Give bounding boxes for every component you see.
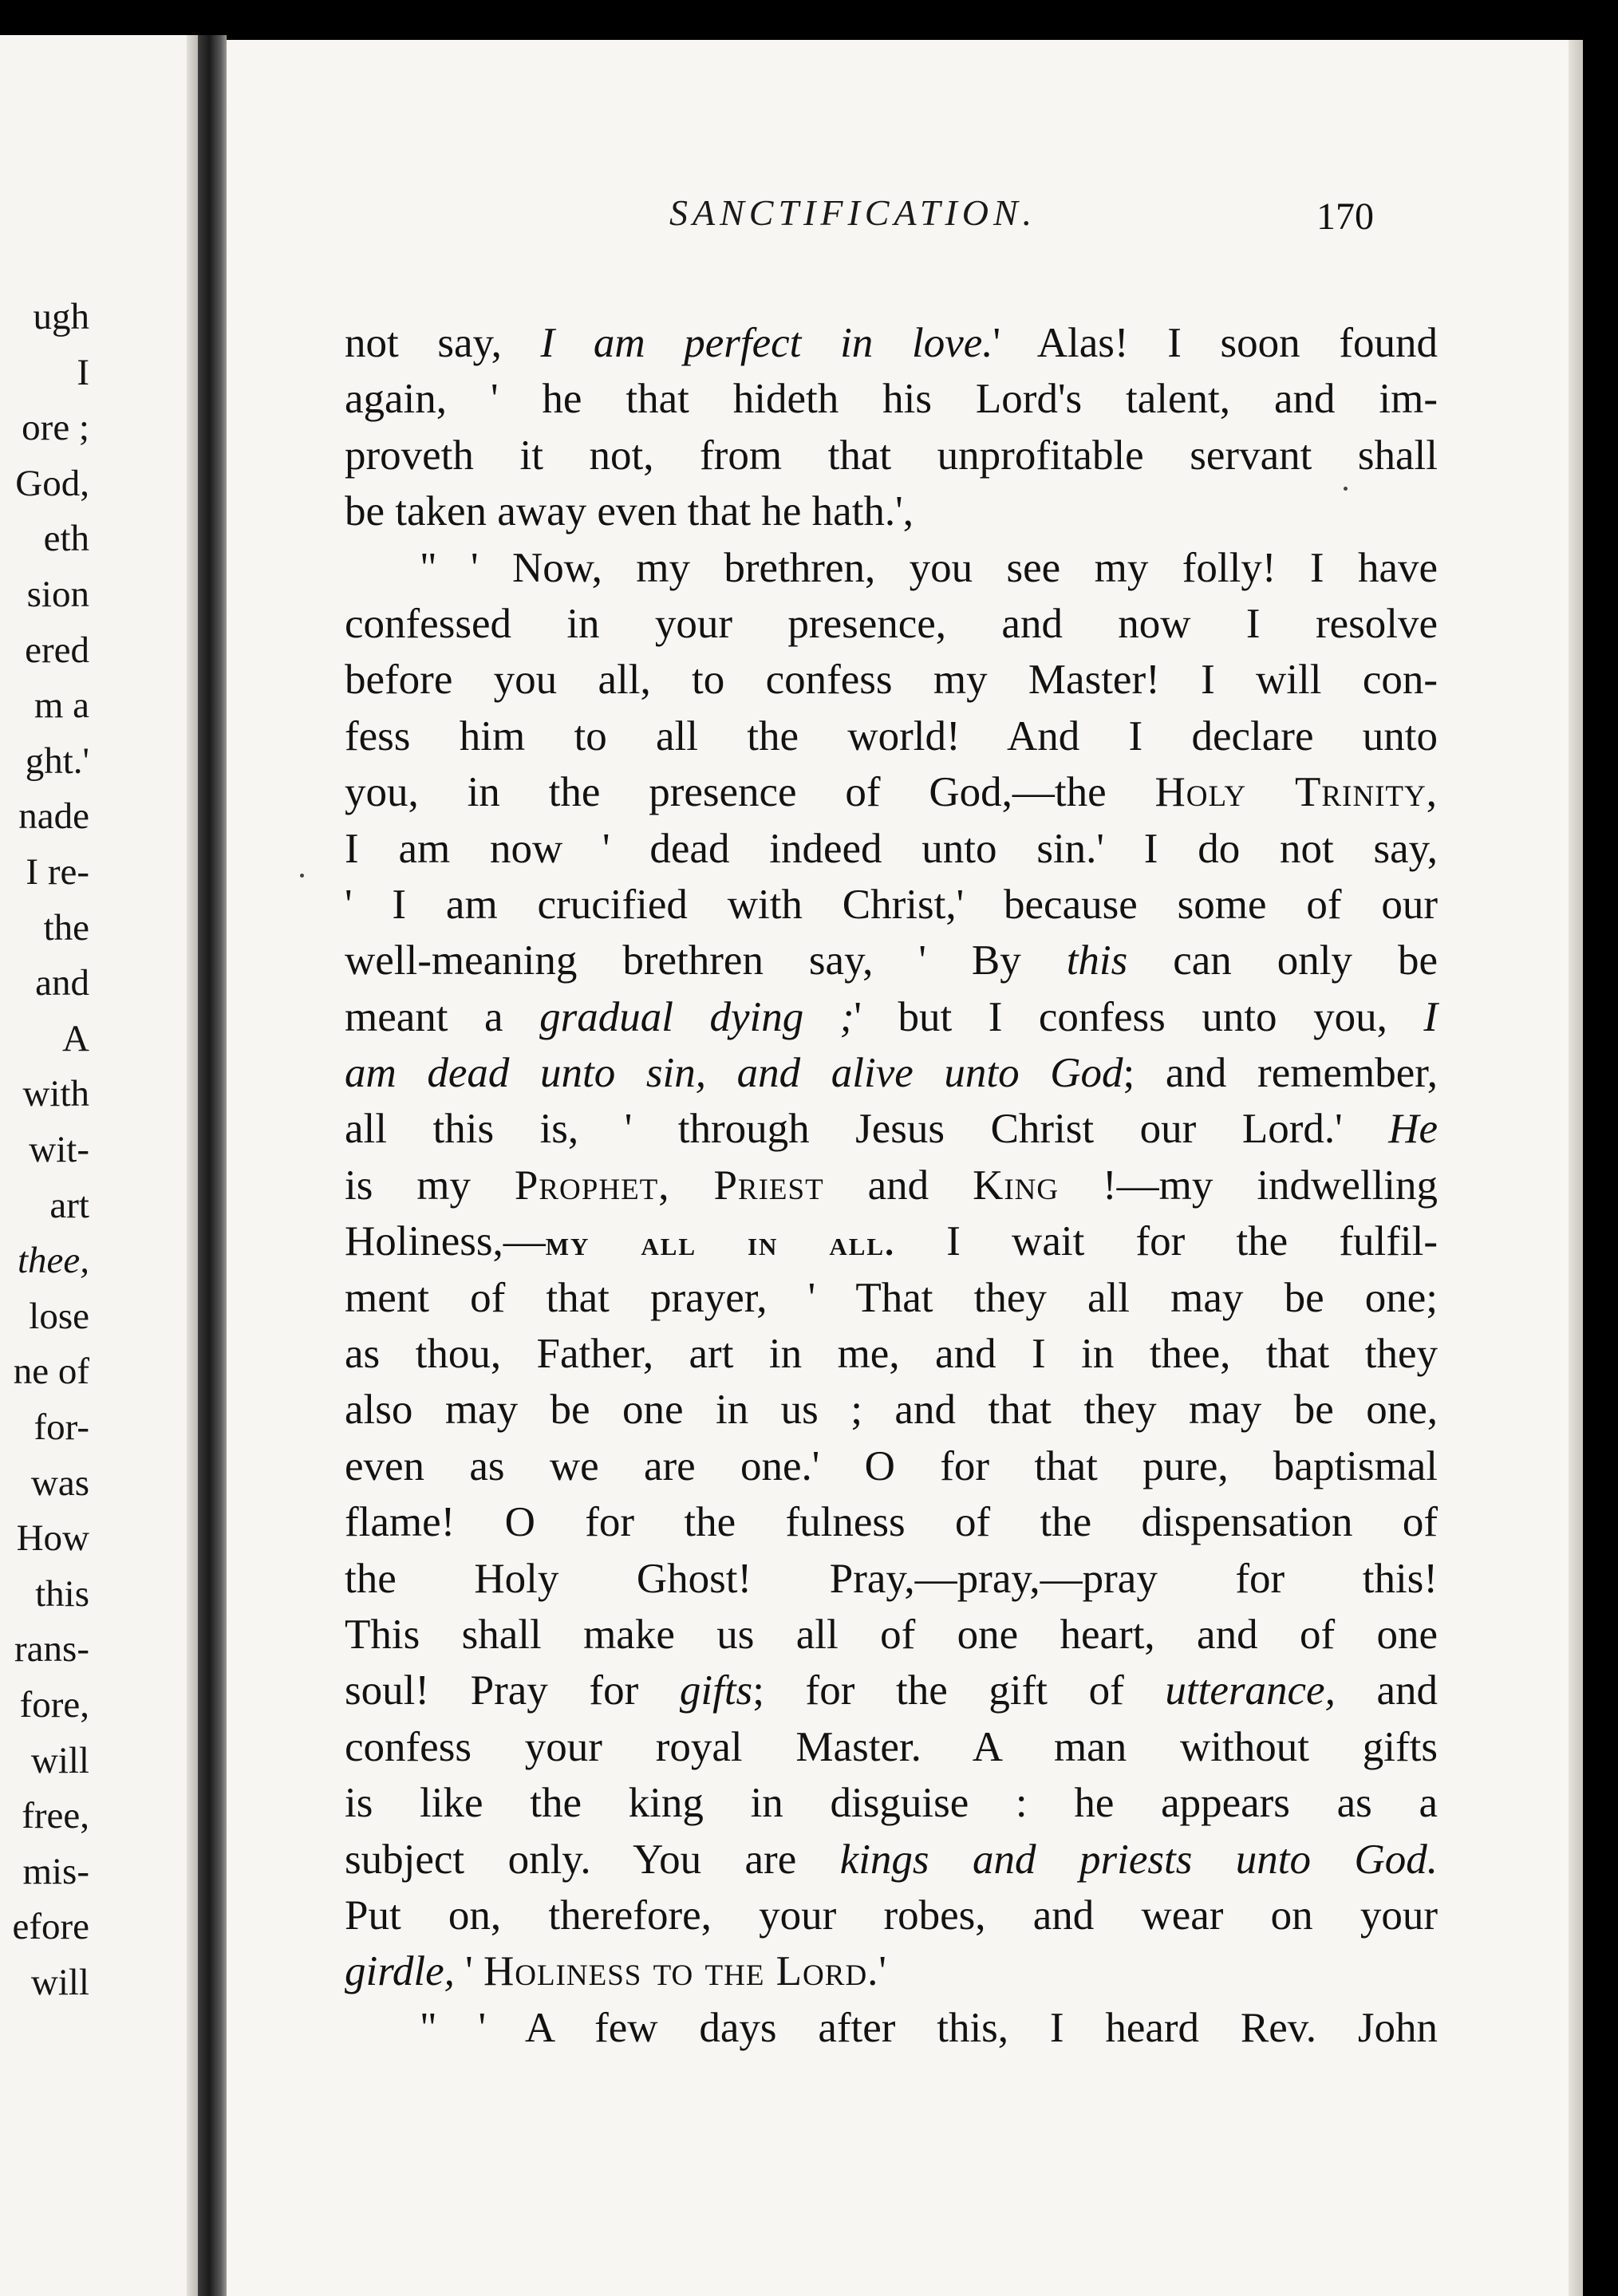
left-page-line-fragment: will — [30, 1962, 89, 2003]
text-run: I wait for the fulfil- — [895, 1218, 1438, 1265]
italic-text: utterance, — [1165, 1667, 1336, 1714]
italic-text: this — [1066, 937, 1128, 984]
text-run: well-meaning brethren say, ' By — [345, 937, 1067, 984]
text-run: as thou, Father, art in me, and I in thee, that they — [345, 1331, 1438, 1378]
text-run: I am now ' dead indeed unto sin.' I do not say, — [345, 825, 1438, 872]
right-page-edge — [1569, 40, 1583, 2296]
text-run: you, in the presence of God,—the — [345, 769, 1155, 816]
book-gutter — [198, 35, 227, 2296]
text-line — [345, 1438, 1438, 1494]
left-page-line-fragment: ugh — [33, 296, 89, 337]
body-text — [345, 315, 1438, 2056]
italic-text: kings and priests unto God. — [839, 1836, 1438, 1883]
text-run: fess him to all the world! And I declare unto — [345, 712, 1438, 759]
left-page-line-fragment: m a — [34, 684, 89, 727]
italic-text: am dead unto sin, and alive unto God — [345, 1050, 1123, 1097]
left-page-line-fragment: with — [22, 1073, 89, 1115]
italic-text: girdle, — [345, 1948, 455, 1995]
text-line — [345, 1888, 1438, 1943]
text-line — [345, 933, 1438, 988]
text-run: flame! O for the fulness of the dispensation of — [345, 1499, 1438, 1546]
text-line — [345, 1158, 1438, 1213]
left-page-line-fragment: ered — [25, 629, 89, 671]
italic-text: gradual dying ; — [539, 993, 854, 1040]
small-caps-text: King — [973, 1162, 1060, 1209]
text-run: is like the king in disguise : he appears as a — [345, 1780, 1438, 1827]
text-run: before you all, to confess my Master! I will con- — [345, 657, 1438, 704]
text-run: again, ' he that hideth his Lord's talent, and im- — [345, 376, 1438, 423]
text-run: and — [823, 1162, 973, 1209]
italic-text: I am perfect in love. — [540, 320, 993, 366]
text-line — [345, 1551, 1438, 1607]
text-line — [345, 652, 1438, 708]
text-run — [670, 1162, 714, 1209]
left-page-line-fragment: free, — [22, 1795, 89, 1837]
text-run: ' Alas! I soon found — [993, 320, 1438, 366]
left-page-line-fragment: mis- — [22, 1850, 89, 1892]
text-line — [345, 1943, 1438, 1999]
text-line — [345, 1045, 1438, 1101]
text-line — [345, 483, 1438, 539]
text-run: confessed in your presence, and now I resolve — [345, 600, 1438, 647]
text-run: Put on, therefore, your robes, and wear on your — [345, 1892, 1438, 1939]
text-line — [345, 1607, 1438, 1663]
text-run: soul! Pray for — [345, 1667, 680, 1714]
small-caps-text: Prophet, — [514, 1162, 670, 1209]
left-page-line-fragment: God, — [15, 462, 89, 504]
text-line — [345, 428, 1438, 483]
text-run: subject only. You are — [345, 1836, 840, 1883]
text-run: can only be — [1127, 937, 1438, 984]
left-page-line-fragment: thee, — [17, 1240, 89, 1282]
left-page-line-fragment: the — [43, 906, 89, 949]
small-caps-text: Holiness to the Lord. — [483, 1948, 879, 1995]
text-run: ' — [878, 1948, 886, 1995]
left-page-line-fragment: was — [30, 1462, 89, 1504]
italic-text: gifts — [679, 1667, 753, 1714]
text-run: Holiness,— — [345, 1218, 546, 1265]
text-run: be taken away even that he hath.', — [345, 488, 914, 535]
text-line — [345, 877, 1438, 933]
text-line — [345, 371, 1438, 427]
left-page-line-fragment: lose — [29, 1295, 89, 1337]
dust-speck — [300, 874, 304, 878]
left-page-line-fragment: eth — [43, 518, 89, 560]
small-caps-text: Holy Trinity, — [1154, 769, 1438, 816]
text-line — [345, 1494, 1438, 1550]
left-page-line-fragment: art — [49, 1184, 89, 1226]
text-run: " ' Now, my brethren, you see my folly! I have — [420, 544, 1438, 591]
right-page — [227, 40, 1583, 2296]
left-page-line-fragment: rans- — [14, 1628, 89, 1671]
text-run: all this is, ' through Jesus Christ our Lord.' — [345, 1106, 1389, 1153]
text-run: !—my indwelling — [1059, 1162, 1438, 1209]
text-line — [345, 596, 1438, 652]
left-page-edge — [187, 35, 198, 2296]
text-run: also may be one in us ; and that they may be one, — [345, 1387, 1438, 1434]
left-page-line-fragment: I — [77, 351, 89, 393]
left-page-line-fragment: fore, — [19, 1684, 89, 1726]
text-line — [345, 1719, 1438, 1775]
left-page-line-fragment: ore ; — [22, 407, 89, 449]
running-head — [227, 191, 1583, 239]
italic-text: I — [1423, 993, 1438, 1040]
text-line — [345, 1663, 1438, 1718]
text-run: confess your royal Master. A man without gifts — [345, 1723, 1438, 1770]
text-line — [345, 764, 1438, 820]
text-run: ' but I confess unto you, — [854, 993, 1424, 1040]
text-line — [345, 1101, 1438, 1157]
text-line — [345, 989, 1438, 1045]
text-run: meant a — [345, 993, 540, 1040]
text-line — [345, 708, 1438, 764]
text-line — [345, 315, 1438, 371]
text-line — [345, 1775, 1438, 1831]
text-run: ' I am crucified with Christ,' because some of our — [345, 881, 1438, 928]
text-run: not say, — [345, 320, 541, 366]
left-page-line-fragment: wit- — [29, 1129, 89, 1170]
left-page — [0, 35, 198, 2296]
text-run: even as we are one.' O for that pure, baptismal — [345, 1442, 1438, 1489]
running-title: SANCTIFICATION. — [669, 192, 1037, 233]
left-page-line-fragment: I re- — [26, 851, 89, 893]
text-line — [345, 821, 1438, 877]
text-run: ; for the gift of — [752, 1667, 1166, 1714]
text-line — [345, 2000, 1438, 2056]
left-page-line-fragment: How — [16, 1517, 89, 1560]
text-line — [345, 540, 1438, 596]
text-line — [345, 1326, 1438, 1382]
dust-speck — [1344, 487, 1348, 491]
text-run: the Holy Ghost! Pray,—pray,—pray for this! — [345, 1555, 1438, 1602]
small-caps-text: my all in all. — [545, 1224, 896, 1264]
page-number: 170 — [1316, 195, 1374, 238]
left-page-line-fragment: and — [35, 962, 89, 1004]
italic-text: He — [1388, 1106, 1438, 1153]
left-page-line-fragment: this — [35, 1572, 89, 1615]
text-line — [345, 1270, 1438, 1326]
left-page-line-fragment: ght.' — [25, 740, 89, 782]
text-line — [345, 1213, 1438, 1269]
left-page-line-fragment: for- — [34, 1406, 89, 1448]
left-page-line-fragment: A — [62, 1017, 89, 1059]
text-run: and — [1335, 1667, 1438, 1714]
left-page-line-fragment: sion — [26, 574, 89, 615]
text-run: ' — [454, 1948, 483, 1995]
left-page-line-fragment: nade — [18, 795, 89, 838]
text-run: is my — [345, 1162, 515, 1209]
left-page-line-fragment: efore — [12, 1906, 89, 1948]
text-run: proveth it not, from that unprofitable servant shall — [345, 432, 1438, 479]
left-page-line-fragment: ne of — [13, 1351, 89, 1393]
text-run: ; and remember, — [1123, 1050, 1438, 1097]
text-line — [345, 1832, 1438, 1888]
text-run: " ' A few days after this, I heard Rev. John — [420, 2004, 1438, 2051]
text-run: This shall make us all of one heart, and of one — [345, 1611, 1438, 1658]
left-page-line-fragment: will — [30, 1739, 89, 1781]
text-line — [345, 1382, 1438, 1438]
text-run: ment of that prayer, ' That they all may be one; — [345, 1274, 1438, 1321]
small-caps-text: Priest — [713, 1162, 824, 1209]
